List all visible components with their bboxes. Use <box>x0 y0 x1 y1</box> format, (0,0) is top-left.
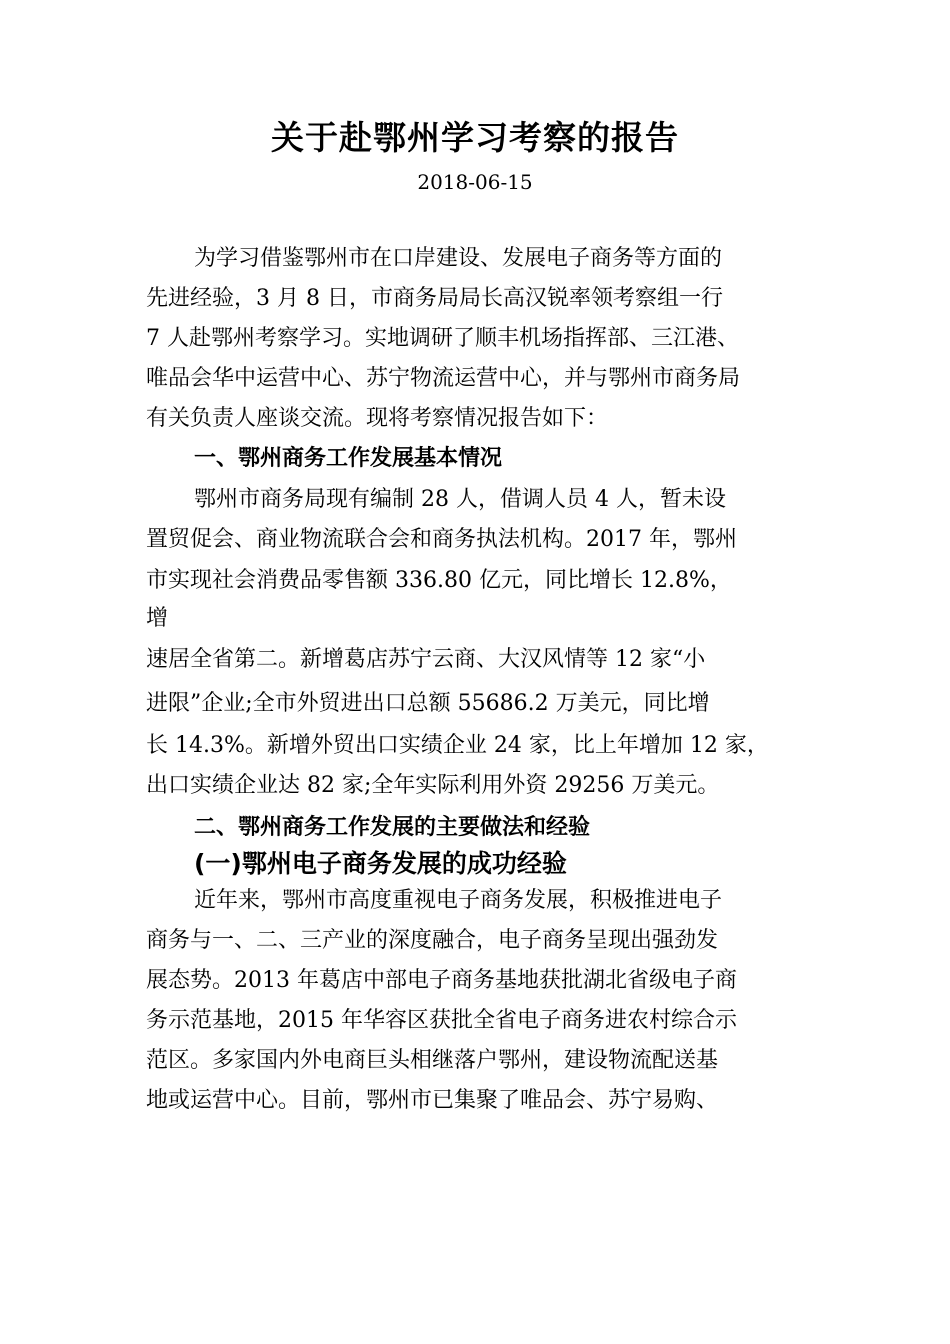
intro-line: 7 人赴鄂州考察学习。实地调研了顺丰机场指挥部、三江港、 <box>146 326 739 351</box>
section1-line: 市实现社会消费品零售额 336.80 亿元，同比增长 12.8%， <box>146 568 732 593</box>
section1-line: 置贸促会、商业物流联合会和商务执法机构。2017 年，鄂州 <box>146 527 737 552</box>
document-title: 关于赴鄂州学习考察的报告 <box>271 118 679 157</box>
section2-line: 近年来，鄂州市高度重视电子商务发展，积极推进电子 <box>194 888 723 913</box>
section1-line: 鄂州市商务局现有编制 28 人，借调人员 4 人，暂未设 <box>194 487 726 512</box>
section1-line: 出口实绩企业达 82 家;全年实际利用外资 29256 万美元。 <box>146 773 720 798</box>
section2-heading: 二、鄂州商务工作发展的主要做法和经验 <box>194 815 591 840</box>
section2-line: 展态势。2013 年葛店中部电子商务基地获批湖北省级电子商 <box>146 968 737 993</box>
section1-line: 速居全省第二。新增葛店苏宁云商、大汉风情等 12 家“小 <box>146 647 706 672</box>
section2-line: 务示范基地，2015 年华容区获批全省电子商务进农村综合示 <box>146 1008 737 1033</box>
section2-line: 商务与一、二、三产业的深度融合，电子商务呈现出强劲发 <box>146 928 719 953</box>
section2-line: 范区。多家国内外电商巨头相继落户鄂州，建设物流配送基 <box>146 1048 719 1073</box>
section2-subheading: (一)鄂州电子商务发展的成功经验 <box>194 849 567 878</box>
intro-line: 唯品会华中运营中心、苏宁物流运营中心，并与鄂州市商务局 <box>146 366 741 391</box>
document-date: 2018-06-15 <box>417 170 533 194</box>
section1-line: 长 14.3%。新增外贸出口实绩企业 24 家，比上年增加 12 家， <box>146 733 769 758</box>
intro-line: 为学习借鉴鄂州市在口岸建设、发展电子商务等方面的 <box>194 246 723 271</box>
intro-line: 有关负责人座谈交流。现将考察情况报告如下： <box>146 406 609 431</box>
section1-heading: 一、鄂州商务工作发展基本情况 <box>194 446 503 471</box>
intro-line: 先进经验，3 月 8 日，市商务局局长高汉锐率领考察组一行 <box>146 286 723 311</box>
section1-line: 增 <box>146 606 169 631</box>
section1-line: 进限”企业;全市外贸进出口总额 55686.2 万美元，同比增 <box>146 691 710 716</box>
section2-line: 地或运营中心。目前，鄂州市已集聚了唯品会、苏宁易购、 <box>146 1088 719 1113</box>
